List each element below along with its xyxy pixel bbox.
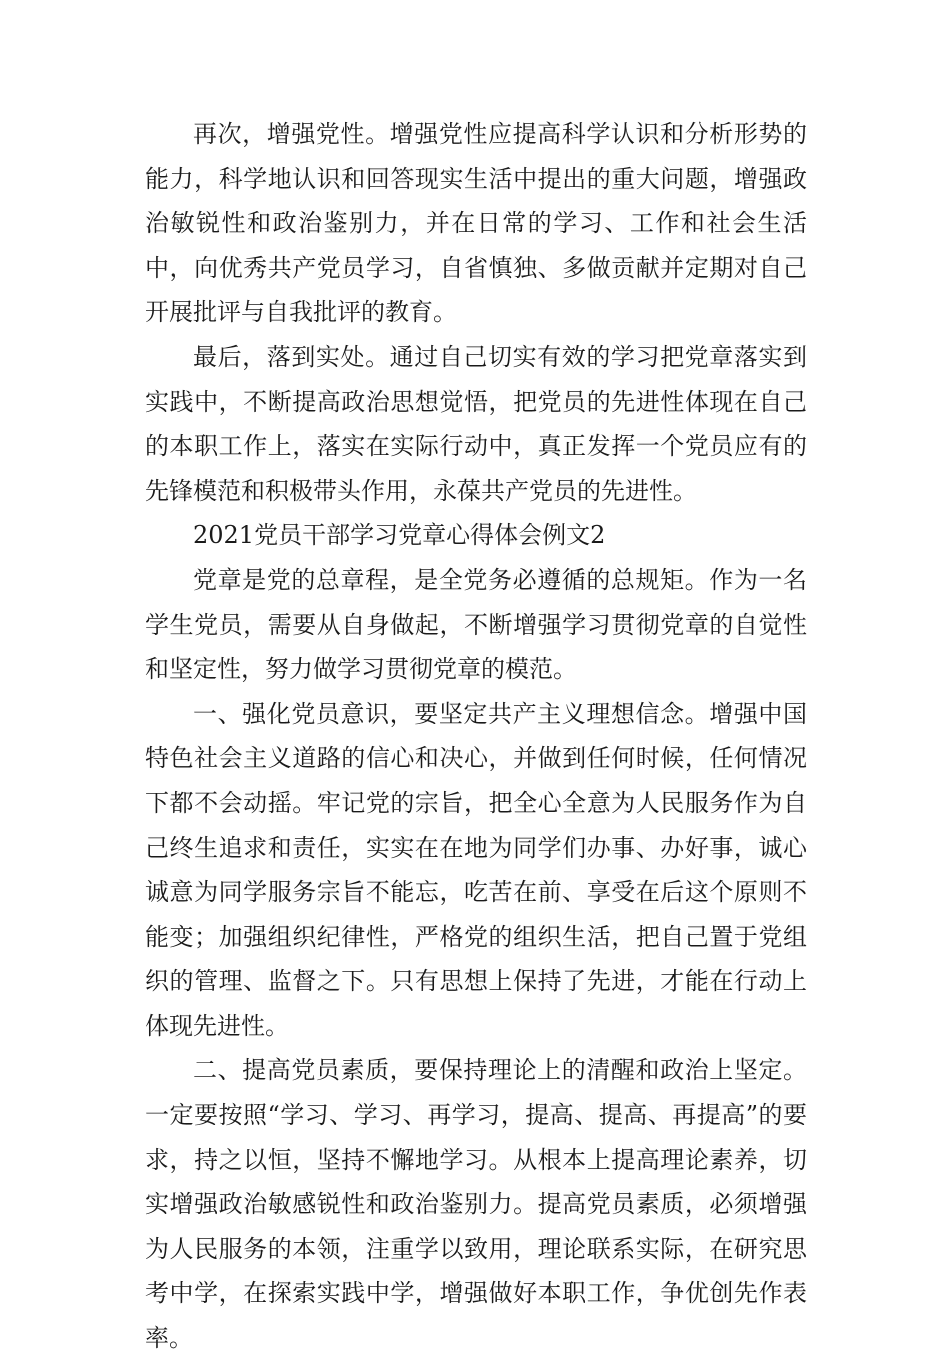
section-title: 2021党员干部学习党章心得体会例文2 — [193, 521, 606, 550]
section-point-two: 二、提高党员素质，要保持理论上的清醒和政治上坚定。一定要按照“学习、学习、再学习，提高、提高、再提高”的要求，持之以恒，坚持不懈地学习。从根本上提高理论素养，切实增强政治敏感锐性和政治鉴别力。提高党员素质，必须增强为人民服务的本领，注重学以致用，理论联系实际，在研究思考中学，在探索实践中学，增强做好本职工作，争优创先作表率。 — [145, 1056, 807, 1353]
body-paragraph: 再次，增强党性。增强党性应提高科学认识和分析形势的能力，科学地认识和回答现实生活中提出的重大问题，增强政治敏锐性和政治鉴别力，并在日常的学习、工作和社会生活中，向优秀共产党员学习，自省慎独、多做贡献并定期对自己开展批评与自我批评的教育。 — [145, 120, 807, 327]
section-point-one: 一、强化党员意识，要坚定共产主义理想信念。增强中国特色社会主义道路的信心和决心，并做到任何时候，任何情况下都不会动摇。牢记党的宗旨，把全心全意为人民服务作为自己终生追求和责任，实实在在地为同学们办事、办好事，诚心诚意为同学服务宗旨不能忘，吃苦在前、享受在后这个原则不能变；加强组织纪律性，严格党的组织生活，把自己置于党组织的管理、监督之下。只有思想上保持了先进，才能在行动上体现先进性。 — [145, 699, 807, 1040]
document-page — [145, 112, 807, 1361]
section-intro-paragraph: 党章是党的总章程，是全党务必遵循的总规矩。作为一名学生党员，需要从自身做起，不断增强学习贯彻党章的自觉性和坚定性，努力做学习贯彻党章的模范。 — [145, 565, 807, 684]
body-paragraph: 最后，落到实处。通过自己切实有效的学习把党章落实到实践中，不断提高政治思想觉悟，把党员的先进性体现在自己的本职工作上，落实在实际行动中，真正发挥一个党员应有的先锋模范和积极带头作用，永葆共产党员的先进性。 — [145, 342, 807, 505]
